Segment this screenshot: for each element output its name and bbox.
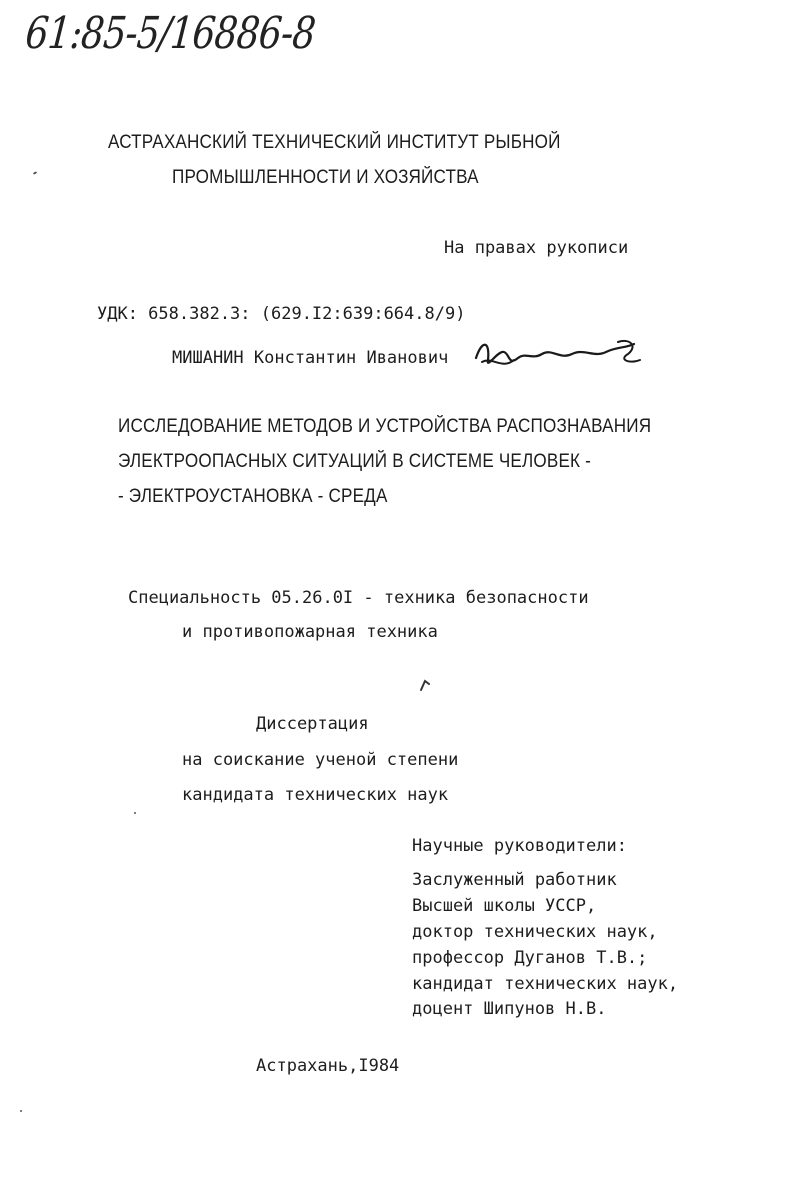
advisor-line: Высшей школы УССР,	[412, 896, 597, 916]
stray-mark	[418, 676, 432, 694]
institute-line-2: ПРОМЫШЛЕННОСТИ И ХОЗЯЙСТВА	[172, 167, 479, 188]
title-line-3: - ЭЛЕКТРОУСТАНОВКА - СРЕДА	[118, 486, 388, 507]
udk-code: УДК: 658.382.3: (629.I2:639:664.8/9)	[97, 304, 466, 324]
advisor-line: профессор Дуганов Т.В.;	[412, 948, 648, 968]
scan-speck	[33, 171, 37, 175]
archive-code-handwritten: 61:85-5/16886-8	[23, 8, 317, 59]
advisor-line: доктор технических наук,	[412, 922, 658, 942]
advisors-heading: Научные руководители:	[412, 836, 627, 856]
dissertation-line-3: кандидата технических наук	[182, 785, 449, 805]
specialty-line-2: и противопожарная техника	[182, 622, 438, 642]
manuscript-rights: На правах рукописи	[444, 238, 629, 258]
advisor-line: Заслуженный работник	[412, 870, 617, 890]
author-signature	[468, 330, 648, 380]
scan-speck	[20, 1110, 22, 1112]
title-line-1: ИССЛЕДОВАНИЕ МЕТОДОВ И УСТРОЙСТВА РАСПОЗНАВАНИЯ	[118, 416, 652, 437]
specialty-line-1: Специальность 05.26.0I - техника безопасности	[128, 588, 589, 608]
author-name: МИШАНИН Константин Иванович	[172, 348, 449, 368]
institute-line-1: АСТРАХАНСКИЙ ТЕХНИЧЕСКИЙ ИНСТИТУТ РЫБНОЙ	[108, 132, 561, 153]
advisor-line: доцент Шипунов Н.В.	[412, 999, 607, 1019]
title-line-2: ЭЛЕКТРООПАСНЫХ СИТУАЦИЙ В СИСТЕМЕ ЧЕЛОВЕК -	[118, 451, 592, 472]
place-year: Астрахань,I984	[256, 1056, 400, 1076]
dissertation-line-2: на соискание ученой степени	[182, 750, 459, 770]
scan-speck	[134, 812, 136, 814]
dissertation-line-1: Диссертация	[256, 714, 369, 734]
advisor-line: кандидат технических наук,	[412, 974, 679, 994]
